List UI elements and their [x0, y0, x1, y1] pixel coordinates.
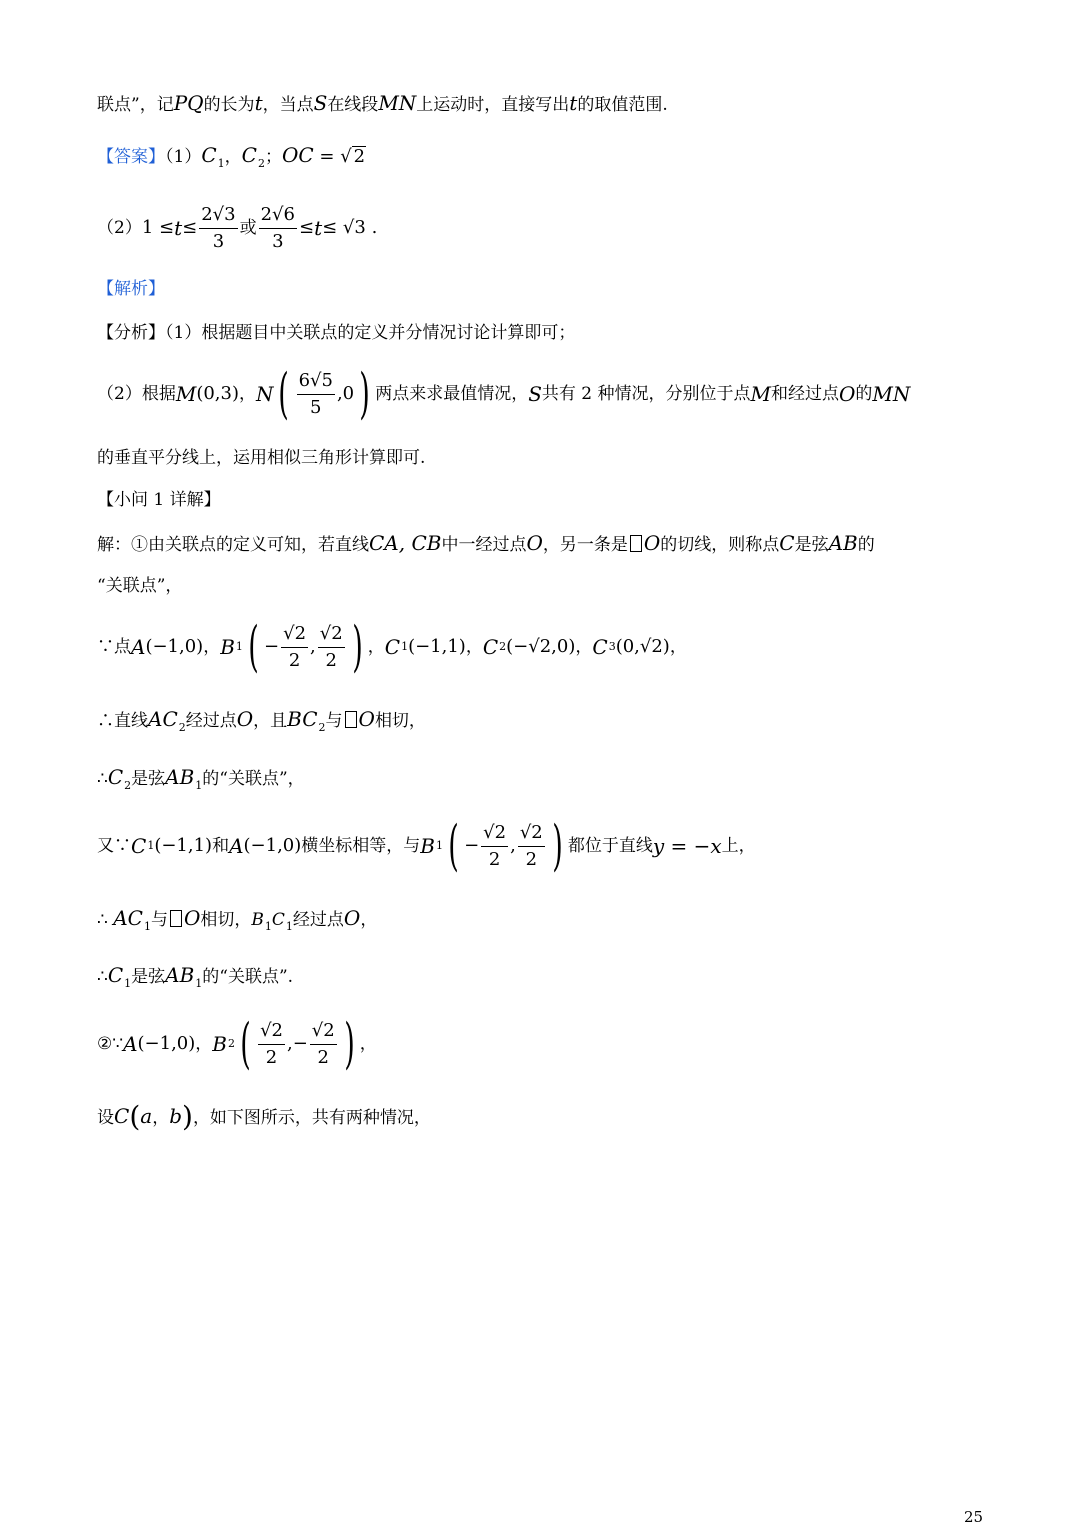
math-op: , — [310, 636, 316, 657]
math-var: AB — [165, 765, 195, 789]
math-var: O — [643, 531, 661, 555]
subscript: 1 — [195, 977, 203, 990]
math-var: B — [251, 910, 264, 930]
text: ， — [203, 637, 221, 657]
text: 和经过点 — [771, 384, 840, 404]
math-var: AB — [165, 963, 195, 987]
subscript: 1 — [143, 920, 151, 933]
text-line — [97, 364, 910, 424]
math-var: C — [482, 635, 499, 659]
text: 或 — [239, 218, 257, 238]
text: 横坐标相等，与 — [301, 836, 421, 856]
math-op: − — [264, 636, 280, 657]
math-equation: y = −x — [652, 834, 722, 858]
math-var: C — [592, 635, 608, 659]
answer2-line — [97, 200, 377, 256]
left-paren-icon: ( — [448, 814, 459, 877]
sqrt-symbol: √ — [340, 146, 352, 167]
text: 设 — [97, 1108, 114, 1128]
text: ， — [238, 384, 256, 404]
text: 是弦 — [794, 535, 829, 555]
subscript: 2 — [499, 640, 507, 653]
fraction-numerator: 2√3 — [199, 202, 237, 229]
text: ， — [367, 637, 385, 657]
text: 的“关联点”. — [202, 967, 294, 987]
left-paren-icon: ( — [240, 1012, 251, 1075]
math-var: O — [343, 906, 361, 930]
right-paren-icon: ) — [182, 1100, 193, 1133]
math-var: C — [779, 531, 795, 555]
subscript: 2 — [178, 721, 186, 734]
text: 相切， — [200, 910, 252, 930]
fraction — [318, 621, 345, 674]
text: 在线段 — [327, 95, 379, 115]
analysis-tag: 【解析】 — [97, 279, 165, 299]
fraction — [259, 202, 297, 255]
text-line — [97, 1100, 431, 1133]
math-var: CA, — [369, 531, 406, 555]
fraction-denominator: 2 — [525, 848, 538, 870]
text: 相切， — [374, 711, 426, 731]
math-var: b — [169, 1104, 182, 1128]
math-var: BC — [287, 707, 318, 731]
subscript: 2 — [257, 157, 265, 170]
math-var: CB — [405, 531, 442, 555]
text-line — [97, 962, 293, 997]
subscript: 1 — [124, 977, 132, 990]
answer-line — [97, 142, 366, 177]
text: 经过点 — [185, 711, 237, 731]
text-line — [97, 706, 426, 741]
text: 经过点 — [292, 910, 344, 930]
math-var: A — [229, 834, 244, 858]
math-var: S — [313, 91, 328, 115]
coordinate: (0,3) — [196, 383, 239, 404]
subscript: 1 — [401, 640, 409, 653]
text: ，且 — [253, 711, 288, 731]
math-var: M — [175, 382, 197, 406]
text: 中一经过点 — [441, 535, 527, 555]
circle-symbol-icon — [345, 711, 357, 728]
math-var: O — [526, 531, 543, 555]
text-line — [97, 90, 668, 118]
math-op: ,− — [286, 1033, 308, 1054]
right-paren-icon: ) — [552, 814, 563, 877]
text: （2） — [97, 218, 142, 238]
math-var: AC — [148, 707, 178, 731]
math-var: O — [358, 707, 375, 731]
text: ，另一条是 — [542, 535, 628, 555]
math-var: S — [528, 382, 542, 406]
fraction-numerator: √2 — [318, 621, 345, 648]
text: ， — [359, 1034, 377, 1054]
math-var: MN — [378, 91, 417, 115]
text: ， — [575, 637, 593, 657]
text: 的“关联点”， — [202, 769, 305, 789]
math-op: ≤ — [182, 217, 198, 238]
math-var: O — [236, 707, 254, 731]
math-var: C — [107, 765, 124, 789]
text: 的长为 — [203, 95, 255, 115]
math-var: t — [314, 216, 323, 240]
math-var: OC — [281, 143, 314, 167]
fraction — [281, 621, 308, 674]
subscript: 1 — [235, 640, 243, 653]
math-var: B — [420, 834, 435, 858]
math-var: t — [174, 216, 183, 240]
math-var: t — [254, 91, 263, 115]
fraction-numerator: √2 — [281, 621, 308, 648]
math-var: C — [107, 963, 124, 987]
subscript: 2 — [318, 721, 326, 734]
text: 又∵ — [97, 836, 131, 856]
math-var: MN — [872, 382, 911, 406]
text: ， — [195, 1034, 213, 1054]
text: 上运动时，直接写出 — [416, 95, 570, 115]
text-line: 的垂直平分线上，运用相似三角形计算即可. — [97, 448, 426, 468]
text: 的取值范围. — [577, 95, 668, 115]
math-op: ≤ — [298, 217, 315, 238]
text: ∴ — [97, 910, 114, 930]
sqrt-radicand: 2 — [353, 146, 366, 167]
fraction-denominator: 3 — [272, 230, 284, 252]
left-paren-icon: ( — [248, 615, 259, 678]
fraction — [518, 820, 545, 873]
fraction-denominator: 2 — [288, 649, 301, 671]
text: ， — [152, 1108, 170, 1128]
text: ∴直线 — [97, 711, 148, 731]
fraction-denominator: 2 — [325, 649, 337, 671]
text-line: “关联点”， — [97, 576, 183, 596]
text: 的 — [855, 384, 873, 404]
coordinate: (−1,0) — [145, 636, 204, 657]
coordinate: (−1,1) — [408, 636, 466, 657]
fraction-denominator: 2 — [488, 848, 501, 870]
text: （2）根据 — [97, 384, 176, 404]
fraction-denominator: 2 — [317, 1046, 329, 1068]
math-op: , — [510, 835, 516, 856]
math-var: A — [131, 635, 146, 659]
fraction-denominator: 3 — [212, 230, 225, 252]
fraction-numerator: √2 — [258, 1018, 285, 1045]
text: ∵点 — [97, 637, 131, 657]
math-var: O — [839, 382, 856, 406]
text: ， — [465, 637, 483, 657]
math-op: 1 ≤ — [141, 217, 175, 238]
subscript: 1 — [195, 779, 203, 792]
text: 解：①由关联点的定义可知，若直线 — [97, 535, 369, 555]
text-line — [97, 814, 756, 878]
right-paren-icon: ) — [359, 362, 370, 425]
fraction — [258, 1018, 285, 1071]
math-var: C — [271, 910, 285, 930]
text: 与 — [150, 910, 168, 930]
subscript: 2 — [227, 1037, 235, 1050]
fraction — [297, 368, 335, 421]
subquestion-heading: 【小问 1 详解】 — [97, 490, 221, 510]
coordinate: (−1,1) — [154, 835, 213, 856]
text: ； — [264, 147, 282, 167]
text: 联点”，记 — [97, 95, 174, 115]
fraction-numerator: √2 — [518, 820, 545, 847]
text: ， — [224, 147, 242, 167]
math-op: ≤ √3 . — [322, 217, 378, 238]
fraction — [310, 1018, 337, 1071]
math-var: PQ — [173, 91, 204, 115]
math-var: M — [750, 382, 772, 406]
math-var: t — [569, 91, 578, 115]
text: 是弦 — [131, 769, 166, 789]
math-op: = — [313, 146, 341, 167]
math-var: C — [241, 143, 257, 167]
coordinate: (−1,0) — [243, 835, 302, 856]
math-var: C — [114, 1104, 130, 1128]
math-var: B — [220, 635, 235, 659]
page-number: 25 — [964, 1508, 984, 1526]
coordinate: (−1,0) — [137, 1033, 196, 1054]
subscript: 1 — [264, 920, 272, 933]
text-line — [97, 530, 875, 558]
math-var: AB — [828, 531, 858, 555]
coordinate: (0,√2) — [615, 636, 670, 657]
text: ， — [360, 910, 378, 930]
text: ，如下图所示，共有两种情况， — [192, 1108, 431, 1128]
math-var: a — [140, 1104, 153, 1128]
math-var: C — [201, 143, 217, 167]
left-paren-icon: ( — [278, 362, 290, 425]
text: ∴ — [97, 967, 108, 987]
text: 与 — [325, 711, 343, 731]
text: 上， — [721, 836, 756, 856]
math-var: A — [123, 1032, 138, 1056]
text: ， — [669, 637, 687, 657]
fraction — [199, 202, 237, 255]
right-paren-icon: ) — [343, 1012, 355, 1075]
text: ，当点 — [262, 95, 314, 115]
fraction — [481, 820, 508, 873]
answer-tag: 【答案】 — [97, 147, 165, 167]
text: ∴ — [97, 769, 108, 789]
coordinate: (−√2,0) — [506, 636, 576, 657]
text: 的切线，则称点 — [660, 535, 780, 555]
left-paren-icon: ( — [129, 1100, 141, 1133]
subscript: 1 — [436, 839, 443, 852]
subscript: 2 — [124, 779, 132, 792]
math-op: − — [464, 835, 480, 856]
text: 是弦 — [131, 967, 166, 987]
fraction-numerator: √2 — [310, 1018, 337, 1045]
fraction-numerator: √2 — [481, 820, 508, 847]
subscript: 3 — [608, 640, 616, 653]
right-paren-icon: ) — [351, 615, 363, 678]
text: 两点来求最值情况， — [375, 384, 529, 404]
text: （1） — [165, 147, 202, 167]
coordinate: ,0 — [336, 383, 355, 404]
subscript: 1 — [217, 157, 225, 170]
math-var: AC — [113, 906, 143, 930]
text: 都位于直线 — [567, 836, 653, 856]
text: 和 — [212, 836, 230, 856]
subscript: 1 — [285, 920, 293, 933]
points-line — [97, 615, 687, 679]
analysis-text: 【分析】（1）根据题目中关联点的定义并分情况讨论计算即可； — [97, 323, 576, 343]
math-var: B — [212, 1032, 227, 1056]
text: 的 — [857, 535, 875, 555]
fraction-numerator: 2√6 — [259, 202, 297, 229]
text-line — [97, 1012, 377, 1076]
math-var: O — [183, 906, 201, 930]
fraction-denominator: 2 — [265, 1046, 278, 1068]
text-line — [97, 905, 377, 940]
fraction-denominator: 5 — [310, 396, 322, 418]
fraction-numerator: 6√5 — [297, 368, 335, 395]
text: 共有 2 种情况，分别位于点 — [541, 384, 751, 404]
subscript: 1 — [147, 839, 155, 852]
text: ②∵ — [97, 1034, 124, 1054]
circle-symbol-icon — [630, 535, 642, 552]
math-var: C — [384, 635, 401, 659]
math-var: N — [255, 382, 274, 406]
circle-symbol-icon — [170, 910, 182, 927]
text-line — [97, 764, 305, 799]
math-var: C — [131, 834, 147, 858]
